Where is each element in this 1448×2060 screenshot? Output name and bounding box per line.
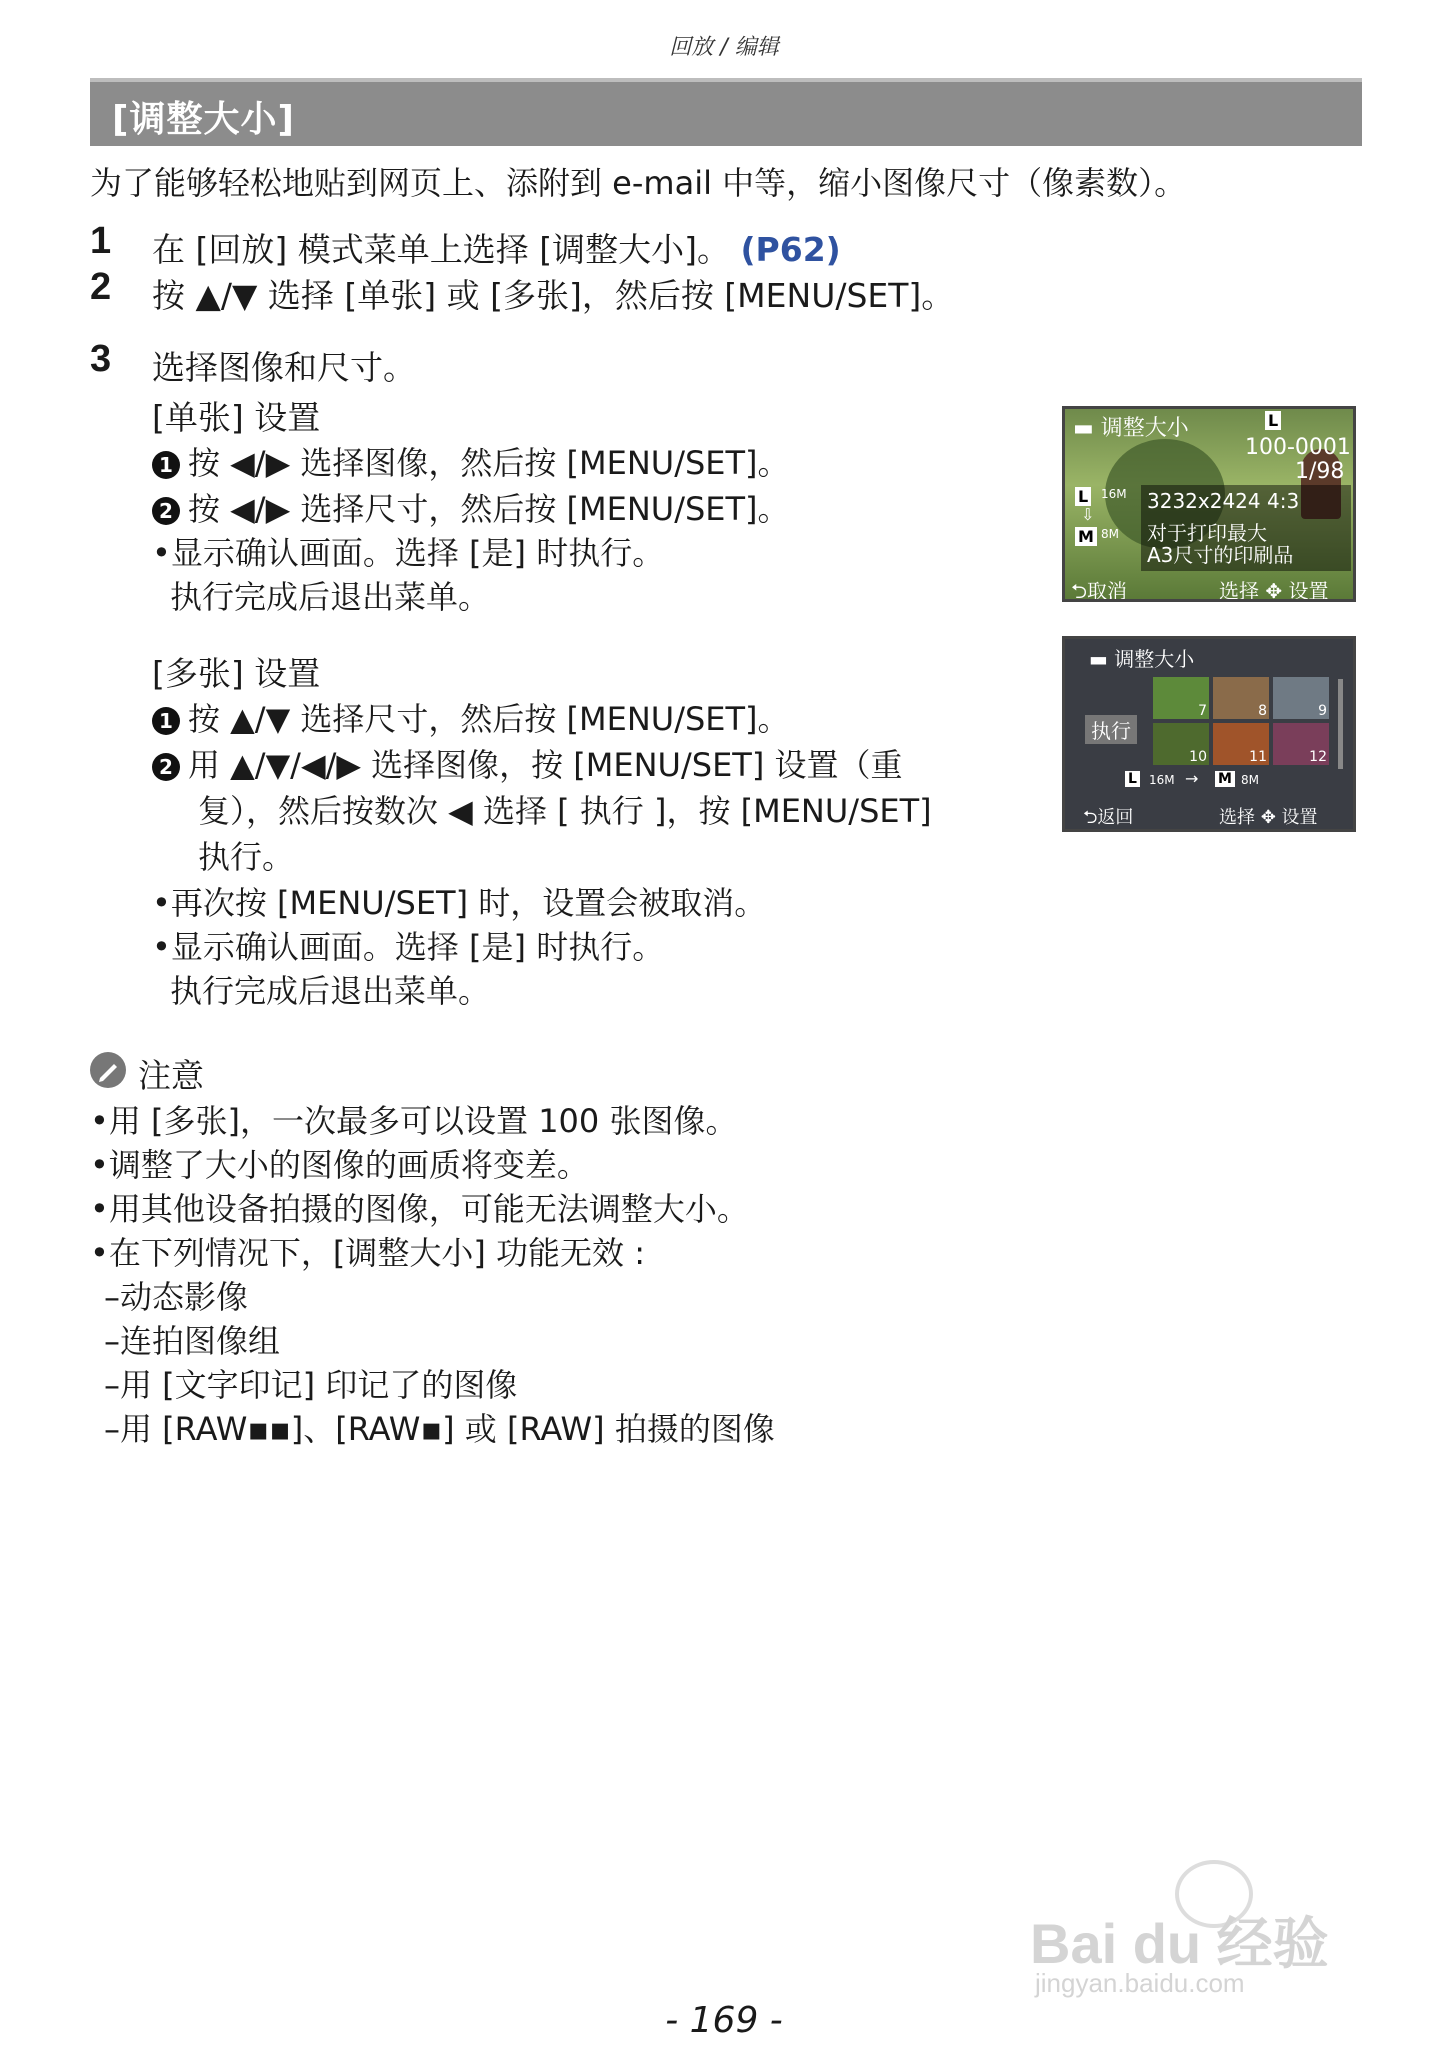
single-heading: [单张] 设置	[152, 398, 321, 437]
camera-screen-multi	[1062, 636, 1356, 832]
circle-number-1: 1	[152, 707, 180, 735]
thumbnail-number: 7	[1198, 703, 1207, 719]
note-subitem: –用 [RAW▪▪]、[RAW▪] 或 [RAW] 拍摄的图像	[104, 1410, 775, 1448]
screen1-down-arrow: ⇩	[1081, 505, 1095, 524]
multi-item-2a	[152, 740, 903, 786]
thumbnail[interactable]	[1213, 723, 1269, 765]
screen1-cancel-label: 取消	[1087, 579, 1128, 602]
screen1-select-label: 选择	[1219, 579, 1259, 602]
multi-item-2c: 执行。	[198, 838, 295, 876]
note-subitem: –连拍图像组	[104, 1322, 281, 1360]
thumbnail-number: 8	[1258, 703, 1267, 719]
note-subitem: –动态影像	[104, 1278, 249, 1316]
screen2-scrollbar[interactable]	[1338, 679, 1343, 769]
screen2-mp-m: 8M	[1241, 773, 1259, 787]
note-item: •用其他设备拍摄的图像，可能无法调整大小。	[90, 1190, 749, 1228]
single-bullet-1: •显示确认画面。选择 [是] 时执行。	[152, 534, 665, 572]
screen1-cancel[interactable]: ⮌取消	[1071, 579, 1128, 602]
screen1-mp-l: 16M	[1101, 487, 1127, 501]
thumbnail[interactable]	[1273, 677, 1329, 719]
thumbnail-number: 9	[1318, 703, 1327, 719]
multi-heading: [多张] 设置	[152, 654, 321, 693]
step-3-text: 选择图像和尺寸。	[152, 348, 416, 387]
multi-item-2b: 复），然后按数次 ◀ 选择 [ 执行 ]，按 [MENU/SET]	[198, 792, 932, 830]
step-1-number: 1	[90, 220, 112, 262]
screen1-mp-m: 8M	[1101, 527, 1119, 541]
screen2-arrow: →	[1185, 769, 1199, 788]
single-item-1	[152, 438, 790, 484]
screen2-thumbnail-grid	[1153, 677, 1333, 769]
multi-bullet-1: •再次按 [MENU/SET] 时，设置会被取消。	[152, 884, 767, 922]
note-item: •调整了大小的图像的画质将变差。	[90, 1146, 589, 1184]
screen1-set-label: 设置	[1288, 579, 1329, 602]
section-title: [调整大小]	[112, 99, 295, 140]
screen2-select-set[interactable]: 选择 ✥ 设置	[1219, 807, 1318, 828]
thumbnail-number: 11	[1249, 749, 1267, 765]
screen2-select-label: 选择	[1219, 807, 1255, 828]
screen2-size-l: L	[1125, 771, 1140, 787]
screen2-title-text: 调整大小	[1114, 647, 1195, 671]
note-item: •用 [多张]，一次最多可以设置 100 张图像。	[90, 1102, 738, 1140]
note-subitem: –用 [文字印记] 印记了的图像	[104, 1366, 518, 1404]
watermark-brand: Bai du 经验	[1030, 1912, 1329, 1975]
screen2-mp-l: 16M	[1149, 773, 1175, 787]
thumbnail[interactable]	[1153, 677, 1209, 719]
step-3-number: 3	[90, 338, 112, 380]
single-item-2-text: 按 ◀/▶ 选择尺寸，然后按 [MENU/SET]。	[188, 490, 790, 528]
screen2-size-m: M	[1215, 771, 1235, 787]
pencil-icon	[90, 1052, 126, 1088]
single-item-2	[152, 484, 790, 530]
screen1-size-m[interactable]: M	[1075, 527, 1097, 546]
multi-bullet-2: •显示确认画面。选择 [是] 时执行。	[152, 928, 665, 966]
multi-item-2a-text: 用 ▲/▼/◀/▶ 选择图像，按 [MENU/SET] 设置（重	[188, 746, 903, 784]
circle-number-2: 2	[152, 753, 180, 781]
step-2-number: 2	[90, 266, 112, 308]
pencil-note-icon	[90, 1052, 126, 1088]
screen1-desc-2: A3尺寸的印刷品	[1147, 543, 1294, 567]
multi-item-1	[152, 694, 790, 740]
circle-number-2: 2	[152, 497, 180, 525]
screen2-exec-button[interactable]: 执行	[1085, 715, 1137, 744]
screen1-count: 1/98	[1295, 459, 1345, 484]
screen1-title-text: 调整大小	[1100, 416, 1189, 441]
multi-item-1-text: 按 ▲/▼ 选择尺寸，然后按 [MENU/SET]。	[188, 700, 790, 738]
circle-number-1: 1	[152, 451, 180, 479]
watermark-url: jingyan.baidu.com	[1035, 1968, 1245, 1998]
single-item-1-text: 按 ◀/▶ 选择图像，然后按 [MENU/SET]。	[188, 444, 790, 482]
step-1-page-ref[interactable]: (P62)	[740, 230, 841, 269]
screen2-back-label: 返回	[1097, 807, 1134, 828]
screen1-desc-1: 对于打印最大	[1147, 521, 1267, 545]
thumbnail[interactable]	[1153, 723, 1209, 765]
thumbnail[interactable]	[1213, 677, 1269, 719]
screen1-size-badge: L	[1265, 411, 1281, 430]
screen2-title: ▬ 调整大小	[1089, 647, 1195, 671]
screen1-resolution: 3232x2424 4:3	[1147, 489, 1300, 513]
screen1-file-number: 100-0001	[1245, 435, 1351, 460]
step-1-label: 在 [回放] 模式菜单上选择 [调整大小]。	[152, 230, 730, 269]
camera-screen-single	[1062, 406, 1356, 602]
step-2-text: 按 ▲/▼ 选择 [单张] 或 [多张]，然后按 [MENU/SET]。	[152, 276, 955, 315]
screen1-size-l[interactable]: L	[1075, 487, 1091, 506]
single-bullet-1b: 执行完成后退出菜单。	[170, 578, 491, 616]
step-1-text	[152, 224, 841, 271]
screen1-title: ▬ 调整大小	[1073, 416, 1189, 441]
intro-text: 为了能够轻松地贴到网页上、添附到 e-mail 中等，缩小图像尺寸（像素数）。	[90, 164, 1187, 202]
note-item: •在下列情况下，[调整大小] 功能无效 :	[90, 1234, 645, 1272]
screen1-select-set[interactable]: 选择 ✥ 设置	[1219, 579, 1329, 602]
page-number: - 169 -	[665, 2000, 783, 2041]
screen2-set-label: 设置	[1281, 807, 1318, 828]
running-header: 回放 / 编辑	[669, 35, 779, 60]
thumbnail[interactable]	[1273, 723, 1329, 765]
screen2-back[interactable]: ⮌返回	[1083, 807, 1134, 828]
multi-bullet-2b: 执行完成后退出菜单。	[170, 972, 491, 1010]
thumbnail-number: 12	[1309, 749, 1327, 765]
thumbnail-number: 10	[1189, 749, 1207, 765]
note-title: 注意	[138, 1056, 204, 1095]
